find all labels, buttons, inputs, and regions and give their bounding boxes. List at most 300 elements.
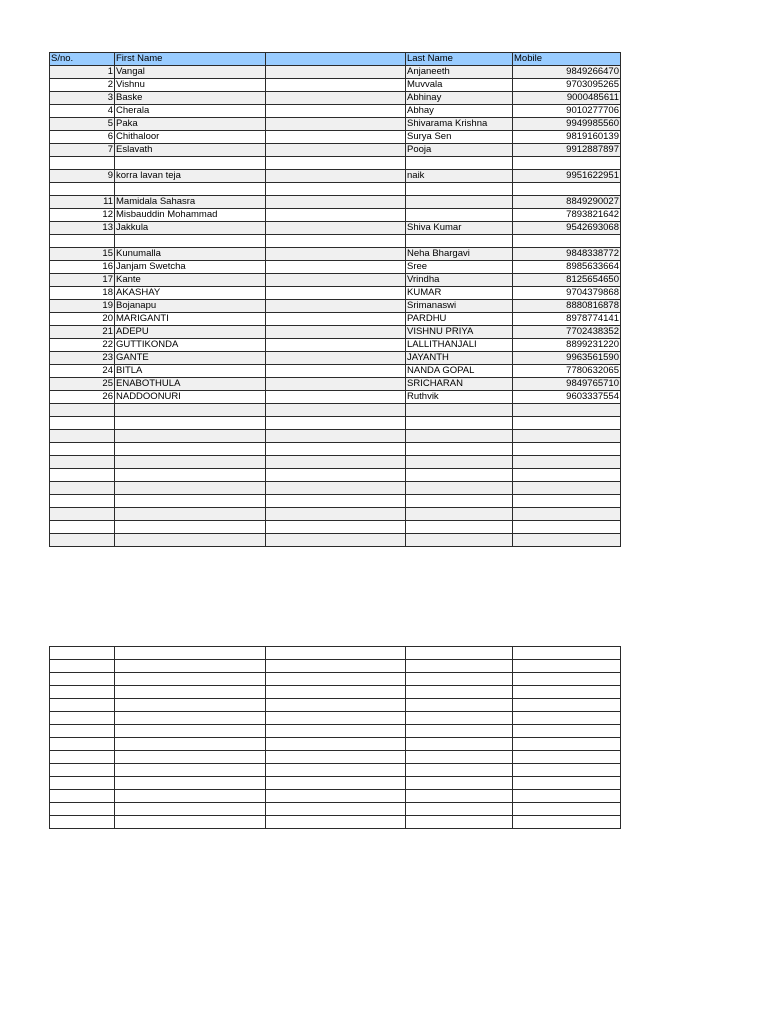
sno-cell[interactable]: 25 [50, 378, 115, 391]
mobile-cell[interactable]: 9704379868 [513, 287, 621, 300]
blank-cell[interactable] [266, 521, 406, 534]
empty-cell[interactable] [50, 764, 115, 777]
blank-cell[interactable] [266, 300, 406, 313]
last-name-cell[interactable]: Vrindha [406, 274, 513, 287]
empty-cell[interactable] [50, 816, 115, 829]
sno-cell[interactable]: 17 [50, 274, 115, 287]
empty-cell[interactable] [266, 712, 406, 725]
last-name-cell[interactable]: Shiva Kumar [406, 222, 513, 235]
mobile-cell[interactable]: 9849266470 [513, 66, 621, 79]
empty-cell[interactable] [406, 660, 513, 673]
last-name-cell[interactable]: naik [406, 170, 513, 183]
header-blank[interactable] [266, 53, 406, 66]
last-name-cell[interactable]: LALLITHANJALI [406, 339, 513, 352]
blank-cell[interactable] [266, 261, 406, 274]
blank-cell[interactable] [266, 443, 406, 456]
empty-cell[interactable] [115, 764, 266, 777]
last-name-cell[interactable] [406, 443, 513, 456]
empty-cell[interactable] [115, 686, 266, 699]
blank-cell[interactable] [266, 352, 406, 365]
first-name-cell[interactable]: Kante [115, 274, 266, 287]
last-name-cell[interactable]: Sree [406, 261, 513, 274]
empty-cell[interactable] [406, 673, 513, 686]
sno-cell[interactable] [50, 157, 115, 170]
empty-cell[interactable] [115, 673, 266, 686]
empty-cell[interactable] [513, 777, 621, 790]
contacts-table [49, 52, 621, 547]
table-row [50, 313, 621, 326]
blank-cell[interactable] [266, 274, 406, 287]
table-row [50, 261, 621, 274]
table-row [50, 521, 621, 534]
mobile-cell[interactable]: 9951622951 [513, 170, 621, 183]
mobile-cell[interactable] [513, 456, 621, 469]
first-name-cell[interactable]: ADEPU [115, 326, 266, 339]
table-row [50, 79, 621, 92]
first-name-cell[interactable] [115, 417, 266, 430]
last-name-cell[interactable]: KUMAR [406, 287, 513, 300]
empty-cell[interactable] [406, 738, 513, 751]
empty-cell[interactable] [266, 673, 406, 686]
table-row [50, 482, 621, 495]
empty-cell[interactable] [50, 790, 115, 803]
last-name-cell[interactable]: VISHNU PRIYA [406, 326, 513, 339]
first-name-cell[interactable] [115, 235, 266, 248]
mobile-cell[interactable]: 8880816878 [513, 300, 621, 313]
empty-cell[interactable] [513, 699, 621, 712]
table-row [50, 417, 621, 430]
first-name-cell[interactable] [115, 430, 266, 443]
mobile-cell[interactable] [513, 183, 621, 196]
last-name-cell[interactable] [406, 508, 513, 521]
first-name-cell[interactable]: Mamidala Sahasra [115, 196, 266, 209]
first-name-cell[interactable]: GUTTIKONDA [115, 339, 266, 352]
empty-row [50, 686, 621, 699]
first-name-cell[interactable] [115, 521, 266, 534]
empty-cell[interactable] [266, 777, 406, 790]
first-name-cell[interactable]: AKASHAY [115, 287, 266, 300]
mobile-cell[interactable] [513, 482, 621, 495]
table-row [50, 339, 621, 352]
mobile-cell[interactable] [513, 404, 621, 417]
empty-row [50, 725, 621, 738]
empty-cell[interactable] [115, 790, 266, 803]
sno-cell[interactable] [50, 404, 115, 417]
first-name-cell[interactable]: Chithaloor [115, 131, 266, 144]
first-name-cell[interactable]: Cherala [115, 105, 266, 118]
empty-row [50, 660, 621, 673]
mobile-cell[interactable]: 8125654650 [513, 274, 621, 287]
sno-cell[interactable] [50, 508, 115, 521]
sno-cell[interactable]: 12 [50, 209, 115, 222]
last-name-cell[interactable] [406, 456, 513, 469]
sno-cell[interactable]: 18 [50, 287, 115, 300]
last-name-cell[interactable] [406, 157, 513, 170]
first-name-cell[interactable] [115, 495, 266, 508]
header-sno[interactable]: S/no. [50, 53, 115, 66]
table-row [50, 144, 621, 157]
empty-cell[interactable] [513, 647, 621, 660]
table-row [50, 495, 621, 508]
last-name-cell[interactable]: Anjaneeth [406, 66, 513, 79]
empty-cell[interactable] [513, 790, 621, 803]
first-name-cell[interactable]: Vangal [115, 66, 266, 79]
first-name-cell[interactable]: Jakkula [115, 222, 266, 235]
empty-cell[interactable] [50, 751, 115, 764]
mobile-cell[interactable]: 8985633664 [513, 261, 621, 274]
sno-cell[interactable]: 5 [50, 118, 115, 131]
empty-cell[interactable] [513, 751, 621, 764]
sno-cell[interactable]: 20 [50, 313, 115, 326]
empty-cell[interactable] [406, 647, 513, 660]
mobile-cell[interactable]: 9848338772 [513, 248, 621, 261]
table-row [50, 534, 621, 547]
first-name-cell[interactable]: ENABOTHULA [115, 378, 266, 391]
empty-cell[interactable] [513, 725, 621, 738]
first-name-cell[interactable]: NADDOONURI [115, 391, 266, 404]
mobile-cell[interactable]: 7893821642 [513, 209, 621, 222]
last-name-cell[interactable] [406, 404, 513, 417]
first-name-cell[interactable]: GANTE [115, 352, 266, 365]
sno-cell[interactable]: 1 [50, 66, 115, 79]
mobile-cell[interactable]: 8978774141 [513, 313, 621, 326]
empty-cell[interactable] [266, 738, 406, 751]
empty-row [50, 738, 621, 751]
sno-cell[interactable] [50, 417, 115, 430]
empty-row [50, 777, 621, 790]
sno-cell[interactable]: 26 [50, 391, 115, 404]
last-name-cell[interactable] [406, 196, 513, 209]
blank-cell[interactable] [266, 118, 406, 131]
empty-cell[interactable] [513, 660, 621, 673]
mobile-cell[interactable]: 9849765710 [513, 378, 621, 391]
empty-cell[interactable] [266, 647, 406, 660]
empty-row [50, 699, 621, 712]
sno-cell[interactable]: 6 [50, 131, 115, 144]
blank-cell[interactable] [266, 417, 406, 430]
blank-cell[interactable] [266, 235, 406, 248]
mobile-cell[interactable]: 8849290027 [513, 196, 621, 209]
empty-cell[interactable] [50, 803, 115, 816]
empty-cell[interactable] [406, 712, 513, 725]
sno-cell[interactable] [50, 534, 115, 547]
first-name-cell[interactable]: Eslavath [115, 144, 266, 157]
sno-cell[interactable]: 4 [50, 105, 115, 118]
last-name-cell[interactable] [406, 469, 513, 482]
empty-cell[interactable] [513, 803, 621, 816]
mobile-cell[interactable]: 7780632065 [513, 365, 621, 378]
first-name-cell[interactable]: Kunumalla [115, 248, 266, 261]
blank-cell[interactable] [266, 326, 406, 339]
table-row [50, 365, 621, 378]
empty-cell[interactable] [50, 686, 115, 699]
sno-cell[interactable] [50, 495, 115, 508]
sno-cell[interactable]: 3 [50, 92, 115, 105]
first-name-cell[interactable]: korra lavan teja [115, 170, 266, 183]
empty-row [50, 764, 621, 777]
empty-cell[interactable] [266, 790, 406, 803]
table-row [50, 300, 621, 313]
sno-cell[interactable]: 23 [50, 352, 115, 365]
sno-cell[interactable]: 7 [50, 144, 115, 157]
last-name-cell[interactable]: Surya Sen [406, 131, 513, 144]
empty-cell[interactable] [406, 816, 513, 829]
sno-cell[interactable]: 9 [50, 170, 115, 183]
empty-cell[interactable] [50, 777, 115, 790]
mobile-cell[interactable]: 9949985560 [513, 118, 621, 131]
empty-cell[interactable] [406, 725, 513, 738]
empty-cell[interactable] [266, 725, 406, 738]
table-row [50, 430, 621, 443]
last-name-cell[interactable]: PARDHU [406, 313, 513, 326]
blank-cell[interactable] [266, 430, 406, 443]
sno-cell[interactable]: 19 [50, 300, 115, 313]
empty-cell[interactable] [406, 790, 513, 803]
empty-cell[interactable] [513, 712, 621, 725]
sno-cell[interactable]: 21 [50, 326, 115, 339]
blank-cell[interactable] [266, 157, 406, 170]
mobile-cell[interactable]: 9010277706 [513, 105, 621, 118]
last-name-cell[interactable] [406, 430, 513, 443]
last-name-cell[interactable] [406, 534, 513, 547]
empty-cell[interactable] [406, 764, 513, 777]
sno-cell[interactable]: 2 [50, 79, 115, 92]
blank-cell[interactable] [266, 170, 406, 183]
first-name-cell[interactable] [115, 456, 266, 469]
table-row [50, 378, 621, 391]
empty-cell[interactable] [50, 647, 115, 660]
blank-cell[interactable] [266, 92, 406, 105]
mobile-cell[interactable]: 9819160139 [513, 131, 621, 144]
mobile-cell[interactable]: 9963561590 [513, 352, 621, 365]
first-name-cell[interactable]: Paka [115, 118, 266, 131]
empty-cell[interactable] [115, 725, 266, 738]
empty-cell[interactable] [115, 712, 266, 725]
mobile-cell[interactable] [513, 430, 621, 443]
header-mobile[interactable]: Mobile [513, 53, 621, 66]
first-name-cell[interactable]: Baske [115, 92, 266, 105]
blank-cell[interactable] [266, 66, 406, 79]
table-row [50, 274, 621, 287]
empty-cell[interactable] [50, 725, 115, 738]
last-name-cell[interactable]: Abhinay [406, 92, 513, 105]
first-name-cell[interactable] [115, 508, 266, 521]
blank-cell[interactable] [266, 313, 406, 326]
sno-cell[interactable] [50, 235, 115, 248]
empty-row [50, 803, 621, 816]
empty-cell[interactable] [115, 660, 266, 673]
blank-cell[interactable] [266, 222, 406, 235]
sno-cell[interactable] [50, 443, 115, 456]
empty-cell[interactable] [115, 751, 266, 764]
blank-cell[interactable] [266, 495, 406, 508]
sno-cell[interactable] [50, 521, 115, 534]
mobile-cell[interactable] [513, 235, 621, 248]
empty-cell[interactable] [115, 816, 266, 829]
empty-grid-table [49, 646, 621, 829]
blank-cell[interactable] [266, 248, 406, 261]
last-name-cell[interactable]: JAYANTH [406, 352, 513, 365]
empty-cell[interactable] [406, 751, 513, 764]
empty-cell[interactable] [266, 751, 406, 764]
empty-cell[interactable] [513, 686, 621, 699]
first-name-cell[interactable]: BITLA [115, 365, 266, 378]
empty-cell[interactable] [513, 816, 621, 829]
blank-cell[interactable] [266, 209, 406, 222]
blank-cell[interactable] [266, 534, 406, 547]
first-name-cell[interactable] [115, 404, 266, 417]
first-name-cell[interactable] [115, 534, 266, 547]
blank-cell[interactable] [266, 196, 406, 209]
header-last-name[interactable]: Last Name [406, 53, 513, 66]
mobile-cell[interactable]: 9542693068 [513, 222, 621, 235]
empty-cell[interactable] [115, 803, 266, 816]
table-row [50, 469, 621, 482]
first-name-cell[interactable]: Vishnu [115, 79, 266, 92]
empty-cell[interactable] [115, 738, 266, 751]
blank-cell[interactable] [266, 378, 406, 391]
empty-cell[interactable] [513, 764, 621, 777]
empty-cell[interactable] [406, 686, 513, 699]
mobile-cell[interactable]: 9000485611 [513, 92, 621, 105]
table-row [50, 66, 621, 79]
last-name-cell[interactable]: SRICHARAN [406, 378, 513, 391]
empty-cell[interactable] [266, 699, 406, 712]
empty-cell[interactable] [266, 803, 406, 816]
first-name-cell[interactable] [115, 469, 266, 482]
blank-cell[interactable] [266, 144, 406, 157]
mobile-cell[interactable] [513, 157, 621, 170]
last-name-cell[interactable]: Pooja [406, 144, 513, 157]
blank-cell[interactable] [266, 105, 406, 118]
first-name-cell[interactable] [115, 443, 266, 456]
blank-cell[interactable] [266, 339, 406, 352]
empty-cell[interactable] [50, 699, 115, 712]
empty-cell[interactable] [115, 699, 266, 712]
last-name-cell[interactable]: Shivarama Krishna [406, 118, 513, 131]
last-name-cell[interactable] [406, 482, 513, 495]
blank-cell[interactable] [266, 404, 406, 417]
empty-cell[interactable] [513, 738, 621, 751]
sno-cell[interactable]: 11 [50, 196, 115, 209]
sno-cell[interactable] [50, 430, 115, 443]
last-name-cell[interactable]: NANDA GOPAL [406, 365, 513, 378]
table-row [50, 456, 621, 469]
blank-cell[interactable] [266, 131, 406, 144]
table-row [50, 508, 621, 521]
last-name-cell[interactable]: Srimanaswi [406, 300, 513, 313]
empty-cell[interactable] [50, 660, 115, 673]
table-row [50, 209, 621, 222]
table-row [50, 157, 621, 170]
empty-cell[interactable] [406, 699, 513, 712]
blank-cell[interactable] [266, 79, 406, 92]
last-name-cell[interactable] [406, 235, 513, 248]
empty-cell[interactable] [115, 777, 266, 790]
table-row [50, 196, 621, 209]
mobile-cell[interactable]: 9912887897 [513, 144, 621, 157]
empty-cell[interactable] [266, 816, 406, 829]
mobile-cell[interactable]: 7702438352 [513, 326, 621, 339]
last-name-cell[interactable] [406, 209, 513, 222]
sno-cell[interactable] [50, 456, 115, 469]
table-row [50, 222, 621, 235]
empty-cell[interactable] [50, 673, 115, 686]
sno-cell[interactable]: 15 [50, 248, 115, 261]
mobile-cell[interactable] [513, 521, 621, 534]
table-row [50, 326, 621, 339]
first-name-cell[interactable]: Bojanapu [115, 300, 266, 313]
blank-cell[interactable] [266, 508, 406, 521]
sno-cell[interactable] [50, 469, 115, 482]
mobile-cell[interactable]: 8899231220 [513, 339, 621, 352]
first-name-cell[interactable] [115, 482, 266, 495]
blank-cell[interactable] [266, 482, 406, 495]
mobile-cell[interactable] [513, 495, 621, 508]
last-name-cell[interactable]: Ruthvik [406, 391, 513, 404]
header-first-name[interactable]: First Name [115, 53, 266, 66]
empty-row [50, 712, 621, 725]
empty-row [50, 647, 621, 660]
sno-cell[interactable] [50, 183, 115, 196]
mobile-cell[interactable] [513, 508, 621, 521]
last-name-cell[interactable] [406, 183, 513, 196]
sno-cell[interactable]: 22 [50, 339, 115, 352]
table-row [50, 118, 621, 131]
blank-cell[interactable] [266, 456, 406, 469]
empty-cell[interactable] [50, 712, 115, 725]
table-row [50, 248, 621, 261]
empty-row [50, 751, 621, 764]
blank-cell[interactable] [266, 391, 406, 404]
table-row [50, 92, 621, 105]
first-name-cell[interactable] [115, 157, 266, 170]
empty-cell[interactable] [266, 764, 406, 777]
blank-cell[interactable] [266, 183, 406, 196]
empty-cell[interactable] [50, 738, 115, 751]
empty-cell[interactable] [266, 660, 406, 673]
mobile-cell[interactable]: 9603337554 [513, 391, 621, 404]
first-name-cell[interactable]: MARIGANTI [115, 313, 266, 326]
mobile-cell[interactable] [513, 534, 621, 547]
empty-cell[interactable] [266, 686, 406, 699]
first-name-cell[interactable]: Janjam Swetcha [115, 261, 266, 274]
first-name-cell[interactable] [115, 183, 266, 196]
mobile-cell[interactable] [513, 417, 621, 430]
mobile-cell[interactable]: 9703095265 [513, 79, 621, 92]
last-name-cell[interactable]: Neha Bhargavi [406, 248, 513, 261]
last-name-cell[interactable]: Muvvala [406, 79, 513, 92]
sno-cell[interactable] [50, 482, 115, 495]
blank-cell[interactable] [266, 287, 406, 300]
empty-cell[interactable] [406, 803, 513, 816]
blank-cell[interactable] [266, 469, 406, 482]
sno-cell[interactable]: 16 [50, 261, 115, 274]
last-name-cell[interactable] [406, 495, 513, 508]
mobile-cell[interactable] [513, 443, 621, 456]
empty-cell[interactable] [406, 777, 513, 790]
sno-cell[interactable]: 13 [50, 222, 115, 235]
sno-cell[interactable]: 24 [50, 365, 115, 378]
first-name-cell[interactable]: Misbauddin Mohammad [115, 209, 266, 222]
last-name-cell[interactable] [406, 521, 513, 534]
empty-cell[interactable] [513, 673, 621, 686]
mobile-cell[interactable] [513, 469, 621, 482]
last-name-cell[interactable]: Abhay [406, 105, 513, 118]
blank-cell[interactable] [266, 365, 406, 378]
empty-cell[interactable] [115, 647, 266, 660]
last-name-cell[interactable] [406, 417, 513, 430]
